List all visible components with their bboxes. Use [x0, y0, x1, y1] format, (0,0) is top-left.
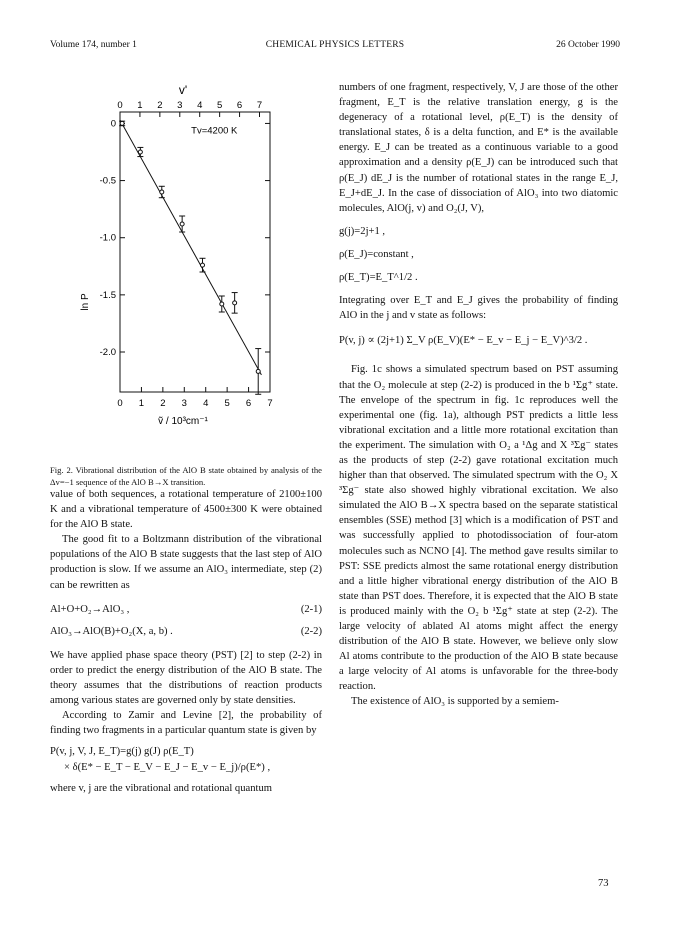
equation-2-2 [50, 624, 322, 639]
equation-degeneracy: g(j)=2j+1 , [339, 225, 386, 237]
issue-date: 26 October 1990 [556, 40, 620, 50]
paragraph: The existence of AlO₃ is supported by a semiem- [351, 696, 559, 708]
equation-trans-density: ρ(E_T)=E_T^1/2 . [339, 272, 418, 284]
data-point [233, 301, 237, 305]
paragraph: Integrating over E_T and E_J gives the probability of finding AlO in the j and v state as follows: [339, 295, 618, 322]
top-tick-label: 1 [137, 100, 143, 111]
y-tick-label: 0 [110, 118, 116, 130]
equation-probability [50, 744, 322, 774]
equation-line: × δ(E* − E_T − E_V − E_J − E_v − E_j)/ρ(E*) , [64, 761, 271, 773]
paragraph: Fig. 1c shows a simulated spectrum based on PST assuming that the O₂ molecule at step (2-2) is produced in the b ¹Σg⁺ state. The envelope of the spectrum in fig. 1c reproduces well the experimental one (fig. 1a), although PST predicts a little less vibrational excitation and a little more rotational excitation than the experiment. The simulation with O₂ a ¹Δg and X ³Σg⁻ states as the products of step (2-2) gave rotational excitation much higher than that observed. The simulated spectrum with the O₂ X ³Σg⁻ state also showed highly vibrational excitation. We also simulated the AlO B→X spectra based on the separate statistical ensembles (SSE) method [3] which is a modification of PST and was successfully applied to photodissociation of four-atom molecules such as NCNO [4]. The method gave results similar to PST: SSE predicts almost the same rotational energy distribution and a little higher vibrational energy distribution of the AlO B state than PST does. Therefore, it is expected that the AlO B state is produced mainly with the O₂ b ¹Σg⁺ state at step (2-2). The large velocity of ablated Al atoms might affect the energy distribution of the AlO B state. However, we believe only slow Al atoms contribute to the production of the AlO B state because a large velocity of Al atoms is unfavorable for the three-body reaction. [339, 364, 618, 693]
top-tick-label: 0 [117, 100, 123, 111]
equation-2-1 [50, 602, 322, 617]
equation-number: (2-1) [300, 603, 322, 615]
top-tick-label: 6 [236, 100, 243, 111]
paragraph: value of both sequences, a rotational temperature of 2100±100 K and a vibrational temperature of 4500±300 K were obtained for the AlO B state. [50, 489, 322, 531]
top-tick-label: 4 [197, 100, 203, 111]
x-axis-label: ṽ / 10³cm⁻¹ [158, 416, 208, 427]
paragraph: where v, j are the vibrational and rotational quantum [50, 782, 272, 794]
bottom-tick-label: 2 [160, 398, 166, 409]
data-point [138, 150, 142, 154]
equation-line: P(v, j, V, J, E_T)=g(j) g(J) ρ(E_T) [50, 746, 194, 758]
boltzmann-fit-line [120, 120, 261, 375]
data-point [220, 302, 224, 306]
y-tick-label: -1.5 [99, 289, 116, 301]
right-column [339, 80, 618, 710]
y-axis-label: ln P [80, 293, 91, 311]
data-point [180, 222, 184, 226]
paragraph: We have applied phase space theory (PST) [2] to step (2-2) in order to predict the energy distribution of the AlO B state. The theory assumes that the distributions of reaction products among various states are governed only by state densities. [50, 649, 322, 707]
paragraph: The good fit to a Boltzmann distribution of the vibrational populations of the AlO B state suggests that the last step of AlO production is slow. If we assume an AlO₃ intermediate, step (2) can be rewritten as [50, 534, 322, 591]
equation-number: (2-2) [300, 625, 322, 637]
equation-rot-density: ρ(E_J)=constant , [339, 248, 414, 260]
bottom-tick-label: 7 [267, 398, 273, 409]
y-tick-label: -1.0 [99, 232, 116, 244]
top-tick-label: 3 [177, 100, 183, 111]
data-point [160, 190, 164, 194]
plot-svg [75, 82, 290, 457]
equation-body: AlO₃→AlO(B)+O₂(X, a, b) . [50, 625, 173, 637]
top-tick-label: 2 [157, 100, 163, 111]
running-header [50, 40, 620, 54]
bottom-tick-label: 5 [224, 398, 230, 409]
bottom-tick-label: 1 [138, 398, 145, 409]
journal-title: CHEMICAL PHYSICS LETTERS [265, 40, 405, 50]
figure-caption: Fig. 2. Vibrational distribution of the AlO B state obtained by analysis of the Δv=−1 sequence of the AlO B→X transition. [50, 465, 322, 488]
bottom-tick-label: 3 [181, 398, 187, 409]
top-axis-label: v' [178, 83, 188, 97]
left-column [50, 487, 322, 796]
data-point [256, 369, 260, 373]
top-tick-label: 5 [216, 100, 223, 111]
bottom-tick-label: 0 [117, 398, 123, 409]
page-number: 73 [598, 878, 609, 889]
y-tick-label: -0.5 [99, 175, 116, 187]
data-point [120, 121, 124, 125]
top-tick-label: 7 [256, 100, 263, 111]
volume-label: Volume 174, number 1 [50, 40, 137, 50]
paragraph: According to Zamir and Levine [2], the probability of finding two fragments in a particular quantum state is given by [50, 710, 322, 737]
data-point [201, 263, 205, 267]
bottom-tick-label: 4 [203, 398, 209, 409]
temperature-annotation: Tv=4200 K [191, 125, 238, 137]
paragraph: numbers of one fragment, respectively, V, J are those of the other fragment, E_T is the relative translation energy, g is the degeneracy of a rotational level, ρ(E_T) is the density of translational states, δ is a delta function, and E* is the available energy. E_J can be treated as a continuous variable to a good approximation and a density ρ(E_J) can be introduced such that ρ(E_J) dE_J is the number of rotational states in the range E_J, E_J+dE_J. In the case of dissociation of AlO₃ into two diatomic molecules, AlO(j, v) and O₂(J, V), [339, 82, 618, 214]
y-tick-label: -2.0 [99, 347, 116, 358]
equation-integrated-probability: P(v, j) ∝ (2j+1) Σ_V ρ(E_V)(E* − E_v − E_j − E_V)^3/2 . [339, 335, 588, 347]
equation-body: Al+O+O₂→AlO₃ , [50, 603, 130, 615]
figure-vibrational-distribution [75, 82, 290, 457]
bottom-tick-label: 6 [245, 398, 252, 409]
